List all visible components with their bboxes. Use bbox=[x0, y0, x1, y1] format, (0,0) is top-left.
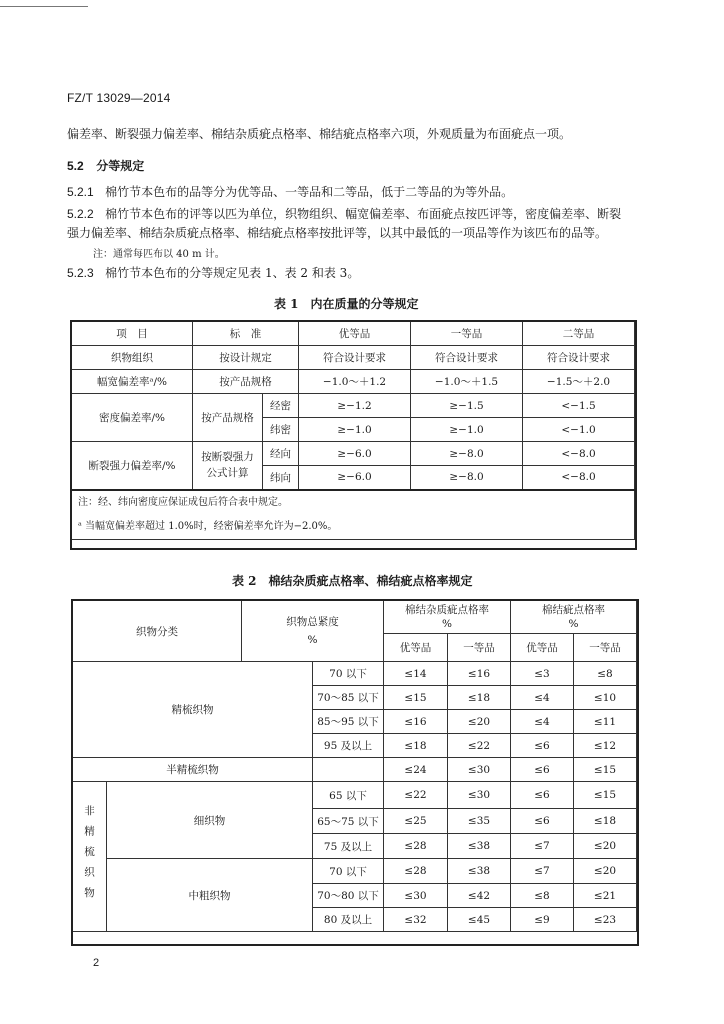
section-title: 分等规定 bbox=[96, 159, 145, 173]
row-label: 织物组织 bbox=[72, 346, 193, 370]
table-row bbox=[72, 394, 635, 418]
cell-value: <−8.0 bbox=[523, 466, 635, 490]
cell-value: ≤25 bbox=[384, 809, 448, 834]
clause-5-2-2-line2: 强力偏差率、棉结杂质疵点格率、棉结疵点格率按批评等，以其中最低的一项品等作为该匹布的品等。 bbox=[67, 226, 608, 240]
quality-grading-table bbox=[71, 321, 635, 540]
cell-value: ≤16 bbox=[384, 710, 448, 734]
table-row bbox=[72, 442, 635, 466]
cell-value: ≤22 bbox=[384, 782, 448, 809]
table-note: 注：经、纬向密度应保证成包后符合表中规定。 bbox=[78, 496, 288, 508]
header-line: 棉结疵点格率 bbox=[542, 604, 605, 616]
cell-value: ≤30 bbox=[448, 758, 511, 782]
cell-value: ≤16 bbox=[448, 662, 511, 686]
row-sublabel: 经密 bbox=[263, 394, 299, 418]
cell-value: ≤4 bbox=[511, 686, 574, 710]
cell-value: 符合设计要求 bbox=[411, 346, 523, 370]
cell-value: ≤18 bbox=[384, 734, 448, 758]
cell-value: ≤7 bbox=[511, 859, 574, 884]
row-standard: 按产品规格 bbox=[193, 394, 263, 442]
row-standard: 按设计规定 bbox=[193, 346, 299, 370]
coverage-cell: 70～80 以下 bbox=[313, 884, 384, 908]
cell-value: ≤18 bbox=[574, 809, 637, 834]
cell-value: ≤20 bbox=[448, 710, 511, 734]
cell-value: ≤7 bbox=[511, 834, 574, 859]
cell-value: ≤6 bbox=[511, 809, 574, 834]
cell-value: ≤10 bbox=[574, 686, 637, 710]
cell-value: ≤9 bbox=[511, 908, 574, 932]
cell-value: ≤42 bbox=[448, 884, 511, 908]
cell-value: ≥−1.2 bbox=[299, 394, 411, 418]
cell-value: ≥−1.5 bbox=[411, 394, 523, 418]
clause-number: 5.2.3 bbox=[67, 266, 94, 280]
cell-value: ≤15 bbox=[574, 782, 637, 809]
cell-value: ≥−8.0 bbox=[411, 442, 523, 466]
header-class: 织物分类 bbox=[73, 601, 242, 662]
cell-value: ≤32 bbox=[384, 908, 448, 932]
cell-value: ≥−6.0 bbox=[299, 442, 411, 466]
note-text: 注：通常每匹布以 40 m 计。 bbox=[93, 249, 225, 260]
cell-value: ≤22 bbox=[448, 734, 511, 758]
header-neps bbox=[511, 601, 637, 634]
coverage-cell: 80 及以上 bbox=[313, 908, 384, 932]
row-label: 密度偏差率/% bbox=[72, 394, 193, 442]
clause-number: 5.2.2 bbox=[67, 207, 94, 221]
cell-value: ≤8 bbox=[511, 884, 574, 908]
clause-5-2-3 bbox=[67, 266, 359, 281]
cell-value: ≤45 bbox=[448, 908, 511, 932]
coverage-cell: 65 以下 bbox=[313, 782, 384, 809]
clause-5-2-2 bbox=[67, 207, 621, 222]
cell-value: ≤14 bbox=[384, 662, 448, 686]
standard-code: FZ/T 13029—2014 bbox=[67, 91, 171, 105]
cell-value: <−1.5 bbox=[523, 394, 635, 418]
standard-line: 公式计算 bbox=[206, 467, 249, 480]
cell-value: ≤12 bbox=[574, 734, 637, 758]
header-line: % bbox=[442, 618, 452, 630]
header-line: % bbox=[307, 634, 318, 646]
cell-value: 符合设计要求 bbox=[299, 346, 411, 370]
cell-value: ≤35 bbox=[448, 809, 511, 834]
table1-caption: 表 1 内在质量的分等规定 bbox=[274, 297, 419, 311]
clause-number: 5.2.1 bbox=[67, 185, 94, 199]
cell-value: ≥−8.0 bbox=[411, 466, 523, 490]
subgroup-label: 细织物 bbox=[107, 782, 313, 859]
header-neps-impurity bbox=[384, 601, 511, 634]
clause-5-2-1 bbox=[67, 185, 513, 200]
table-row bbox=[73, 859, 637, 884]
cell-value: ≥−1.0 bbox=[299, 418, 411, 442]
table-row bbox=[73, 662, 637, 686]
coverage-cell: 70 以下 bbox=[313, 662, 384, 686]
coverage-cell: 70 以下 bbox=[313, 859, 384, 884]
table-row bbox=[72, 346, 635, 370]
cell-value: 符合设计要求 bbox=[523, 346, 635, 370]
coverage-cell: 70～85 以下 bbox=[313, 686, 384, 710]
table-row bbox=[73, 758, 637, 782]
cell-value: <−1.0 bbox=[523, 418, 635, 442]
coverage-cell: 95 及以上 bbox=[313, 734, 384, 758]
header-grade: 优等品 bbox=[384, 634, 448, 662]
cell-value: ≤38 bbox=[448, 859, 511, 884]
row-standard bbox=[193, 442, 263, 490]
table-notes-row bbox=[72, 490, 635, 540]
section-5-2-heading bbox=[67, 157, 144, 174]
standard-line: 按断裂强力 bbox=[201, 451, 254, 464]
table-header-row bbox=[72, 322, 635, 346]
cell-value: ≤30 bbox=[384, 884, 448, 908]
cell-value: ≤28 bbox=[384, 859, 448, 884]
header-grade: 一等品 bbox=[574, 634, 637, 662]
cell-value: ≤11 bbox=[574, 710, 637, 734]
cell-value: −1.0～＋1.2 bbox=[299, 370, 411, 394]
header-grade: 一等品 bbox=[448, 634, 511, 662]
cell-value: ≤4 bbox=[511, 710, 574, 734]
table-note: ᵃ 当幅宽偏差率超过 1.0%时，经密偏差率允许为−2.0%。 bbox=[78, 520, 338, 532]
coverage-cell: 85～95 以下 bbox=[313, 710, 384, 734]
header-first: 一等品 bbox=[411, 322, 523, 346]
row-standard: 按产品规格 bbox=[193, 370, 299, 394]
coverage-cell: 75 及以上 bbox=[313, 834, 384, 859]
cell-value: ≤3 bbox=[511, 662, 574, 686]
table2-caption: 表 2 棉结杂质疵点格率、棉结疵点格率规定 bbox=[232, 574, 473, 588]
header-coverage bbox=[242, 601, 384, 662]
section-number: 5.2 bbox=[67, 159, 84, 173]
table-header-row bbox=[73, 601, 637, 634]
top-rule bbox=[0, 6, 88, 7]
table-row bbox=[72, 370, 635, 394]
row-sublabel: 纬向 bbox=[263, 466, 299, 490]
cell-value: ≤15 bbox=[384, 686, 448, 710]
table-row bbox=[73, 782, 637, 809]
header-standard: 标 准 bbox=[193, 322, 299, 346]
group-label: 精梳织物 bbox=[73, 662, 313, 758]
clause-text: 棉竹节本色布的分等规定见表 1、表 2 和表 3。 bbox=[105, 266, 360, 280]
row-sublabel: 纬密 bbox=[263, 418, 299, 442]
header-grade: 优等品 bbox=[511, 634, 574, 662]
header-line: 棉结杂质疵点格率 bbox=[405, 604, 489, 616]
coverage-cell bbox=[313, 758, 384, 782]
header-line: 织物总紧度 bbox=[286, 616, 339, 628]
cell-value: <−8.0 bbox=[523, 442, 635, 466]
cell-value: −1.5～＋2.0 bbox=[523, 370, 635, 394]
cell-value: −1.0～＋1.5 bbox=[411, 370, 523, 394]
cell-value: ≤30 bbox=[448, 782, 511, 809]
table-notes bbox=[72, 490, 635, 540]
cell-value: ≤15 bbox=[574, 758, 637, 782]
row-label: 幅宽偏差率ᵃ/% bbox=[72, 370, 193, 394]
coverage-cell: 65～75 以下 bbox=[313, 809, 384, 834]
clause-text: 棉竹节本色布的品等分为优等品、一等品和二等品，低于二等品的为等外品。 bbox=[105, 185, 514, 199]
cell-value: ≤6 bbox=[511, 782, 574, 809]
cell-value: ≥−1.0 bbox=[411, 418, 523, 442]
subgroup-label: 中粗织物 bbox=[107, 859, 313, 932]
cell-value: ≤23 bbox=[574, 908, 637, 932]
clause-text: 棉竹节本色布的评等以匹为单位，织物组织、幅宽偏差率、布面疵点按匹评等，密度偏差率、断裂 bbox=[105, 207, 622, 221]
cell-value: ≤21 bbox=[574, 884, 637, 908]
header-premium: 优等品 bbox=[299, 322, 411, 346]
page-number: 2 bbox=[93, 957, 100, 969]
cell-value: ≤6 bbox=[511, 734, 574, 758]
row-sublabel: 经向 bbox=[263, 442, 299, 466]
paragraph-continuation: 偏差率、断裂强力偏差率、棉结杂质疵点格率、棉结疵点格率六项，外观质量为布面疵点一项。 bbox=[67, 127, 572, 141]
cell-value: ≤18 bbox=[448, 686, 511, 710]
header-second: 二等品 bbox=[523, 322, 635, 346]
cell-value: ≥−6.0 bbox=[299, 466, 411, 490]
cell-value: ≤38 bbox=[448, 834, 511, 859]
header-line: % bbox=[568, 618, 579, 630]
neps-rate-table bbox=[72, 600, 637, 932]
group-label: 半精梳织物 bbox=[73, 758, 313, 782]
cell-value: ≤20 bbox=[574, 859, 637, 884]
cell-value: ≤24 bbox=[384, 758, 448, 782]
row-label: 断裂强力偏差率/% bbox=[72, 442, 193, 490]
cell-value: ≤28 bbox=[384, 834, 448, 859]
cell-value: ≤20 bbox=[574, 834, 637, 859]
header-item: 项 目 bbox=[72, 322, 193, 346]
group-label-vertical: 非精梳织物 bbox=[73, 782, 107, 932]
cell-value: ≤6 bbox=[511, 758, 574, 782]
cell-value: ≤8 bbox=[574, 662, 637, 686]
